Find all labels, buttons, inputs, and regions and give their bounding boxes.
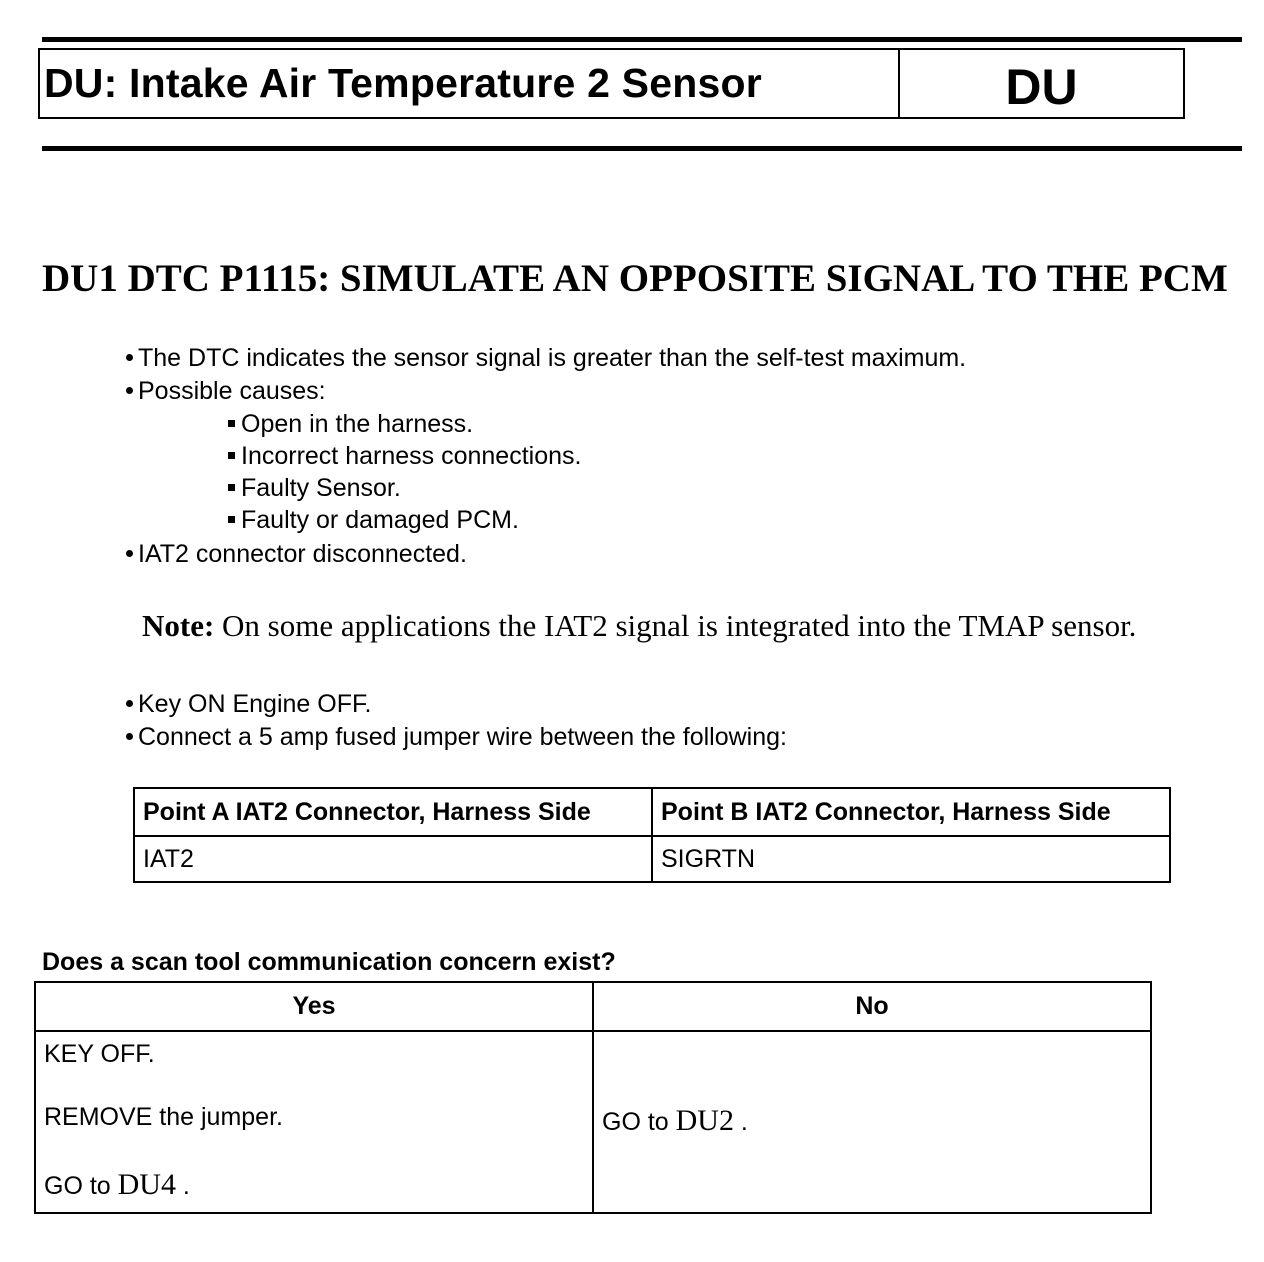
no-line-goto <box>602 1104 748 1138</box>
table-row <box>35 1031 1151 1213</box>
goto-suffix: . <box>733 1108 748 1136</box>
bullet-icon <box>126 733 133 740</box>
du2-link[interactable]: DU2 <box>675 1104 734 1137</box>
list-item-text: Key ON Engine OFF. <box>138 690 372 718</box>
sub-list-item <box>228 442 581 471</box>
list-item <box>126 690 371 719</box>
list-item <box>126 540 467 569</box>
list-item <box>126 723 787 752</box>
table-cell: IAT2 <box>134 836 652 882</box>
goto-prefix: GO to <box>602 1108 676 1136</box>
page-title: DU: Intake Air Temperature 2 Sensor <box>44 60 762 106</box>
decision-table <box>34 981 1152 1214</box>
list-item-text: Possible causes: <box>138 377 326 405</box>
column-header-point-a: Point A IAT2 Connector, Harness Side <box>134 788 652 836</box>
header-bottom-rule <box>42 146 1242 151</box>
bullet-icon <box>126 550 133 557</box>
header-box <box>38 48 1185 119</box>
sub-list-item-text: Incorrect harness connections. <box>241 442 582 470</box>
goto-suffix: . <box>175 1172 190 1200</box>
no-cell <box>593 1031 1151 1213</box>
jumper-table <box>133 787 1171 883</box>
yes-line-goto <box>44 1168 190 1202</box>
table-row <box>134 836 1170 882</box>
table-header-row <box>134 788 1170 836</box>
list-item-text: The DTC indicates the sensor signal is greater than the self-test maximum. <box>138 344 967 372</box>
section-title: DU1 DTC P1115: SIMULATE AN OPPOSITE SIGNAL TO THE PCM <box>42 257 1228 300</box>
yes-line-remove-jumper: REMOVE the jumper. <box>44 1103 283 1131</box>
note-label: Note: <box>142 608 215 643</box>
list-item-text: IAT2 connector disconnected. <box>138 540 467 568</box>
bullet-icon <box>126 700 133 707</box>
sub-list-item-text: Open in the harness. <box>241 410 474 438</box>
du4-link[interactable]: DU4 <box>117 1168 176 1201</box>
list-item-text: Connect a 5 amp fused jumper wire between the following: <box>138 723 787 751</box>
section-code: DU <box>1005 59 1078 115</box>
square-bullet-icon <box>228 516 235 523</box>
sub-list-item <box>228 506 519 535</box>
bullet-icon <box>126 387 133 394</box>
list-item <box>126 344 966 373</box>
table-cell: SIGRTN <box>652 836 1170 882</box>
sub-list-item-text: Faulty Sensor. <box>241 474 401 502</box>
goto-prefix: GO to <box>44 1172 118 1200</box>
column-header-point-b: Point B IAT2 Connector, Harness Side <box>652 788 1170 836</box>
square-bullet-icon <box>228 420 235 427</box>
table-header-row <box>35 982 1151 1031</box>
sub-list-item <box>228 474 401 503</box>
square-bullet-icon <box>228 484 235 491</box>
bullet-icon <box>126 354 133 361</box>
no-header: No <box>593 982 1151 1031</box>
note <box>142 608 1136 644</box>
yes-line-key-off: KEY OFF. <box>44 1040 155 1068</box>
list-item <box>126 377 326 406</box>
note-text: On some applications the IAT2 signal is integrated into the TMAP sensor. <box>214 608 1137 643</box>
top-rule <box>42 37 1242 42</box>
question: Does a scan tool communication concern exist? <box>42 948 616 976</box>
header-code-cell <box>898 50 1183 117</box>
yes-header: Yes <box>35 982 593 1031</box>
sub-list-item-text: Faulty or damaged PCM. <box>241 506 519 534</box>
yes-cell <box>35 1031 593 1213</box>
square-bullet-icon <box>228 452 235 459</box>
sub-list-item <box>228 410 473 439</box>
